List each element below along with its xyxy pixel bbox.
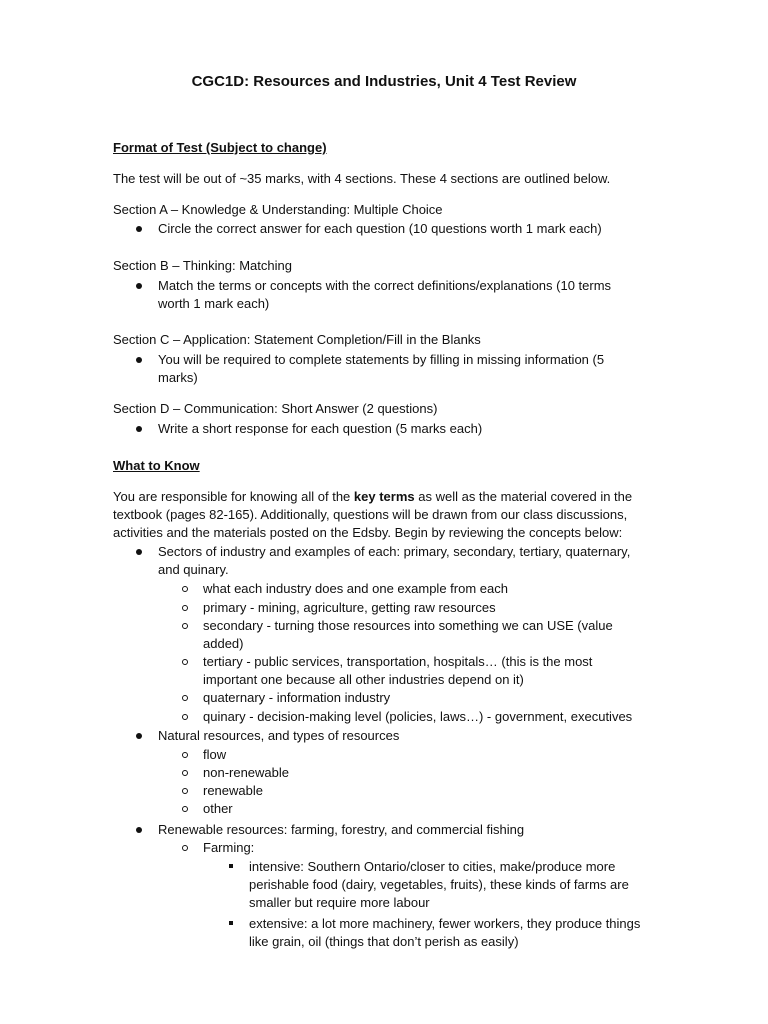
key-terms-emphasis: key terms	[353, 489, 415, 504]
natural-resources: Natural resources, and types of resources	[158, 728, 400, 743]
section-c-bullet-line1: You will be required to complete statements by filling in missing information (5	[158, 352, 605, 367]
format-heading: Format of Test (Subject to change)	[113, 140, 327, 155]
section-a-bullet: Circle the correct answer for each question (10 questions worth 1 mark each)	[158, 221, 602, 236]
know-para-line1-b: as well as the material covered in the	[414, 489, 633, 504]
farming-label: Farming:	[203, 840, 255, 855]
intensive-line2: perishable food (dairy, vegetables, fruits), these kinds of farms are	[249, 877, 629, 892]
sub-sub-bullet-square	[229, 864, 233, 868]
sector-item-4-line1: tertiary - public services, transportation, hospitals… (this is the most	[203, 654, 593, 669]
bullet-dot	[136, 283, 142, 289]
sub-bullet-circle	[182, 788, 188, 794]
intensive-line3: smaller but require more labour	[249, 895, 430, 910]
sub-bullet-circle	[182, 770, 188, 776]
bullet-dot	[136, 549, 142, 555]
bullet-dot	[136, 426, 142, 432]
know-para-line1	[113, 488, 632, 506]
sub-bullet-circle	[182, 605, 188, 611]
bullet-dot	[136, 827, 142, 833]
extensive-line1: extensive: a lot more machinery, fewer workers, they produce things	[249, 916, 641, 931]
extensive-line2: like grain, oil (things that don’t perish as easily)	[249, 934, 519, 949]
bullet-dot	[136, 226, 142, 232]
sub-bullet-circle	[182, 659, 188, 665]
section-b-label: Section B – Thinking: Matching	[113, 258, 292, 273]
natural-item-renewable: renewable	[203, 783, 263, 798]
know-para-line2: textbook (pages 82-165). Additionally, questions will be drawn from our class discussions,	[113, 507, 628, 522]
know-para-line3: activities and the materials posted on the Edsby. Begin by reviewing the concepts below:	[113, 525, 623, 540]
sub-sub-bullet-square	[229, 921, 233, 925]
section-a-label: Section A – Knowledge & Understanding: Multiple Choice	[113, 202, 443, 217]
sector-item-6: quinary - decision-making level (policies, laws…) - government, executives	[203, 709, 633, 724]
bullet-dot	[136, 733, 142, 739]
section-b-bullet-line1: Match the terms or concepts with the correct definitions/explanations (10 terms	[158, 278, 612, 293]
format-intro: The test will be out of ~35 marks, with 4 sections. These 4 sections are outlined below.	[113, 171, 611, 186]
know-heading: What to Know	[113, 458, 200, 473]
sub-bullet-circle	[182, 695, 188, 701]
intensive-line1: intensive: Southern Ontario/closer to cities, make/produce more	[249, 859, 616, 874]
sub-bullet-circle	[182, 714, 188, 720]
sub-bullet-circle	[182, 752, 188, 758]
section-d-label: Section D – Communication: Short Answer (2 questions)	[113, 401, 438, 416]
natural-item-non-renewable: non-renewable	[203, 765, 290, 780]
bullet-dot	[136, 357, 142, 363]
natural-item-other: other	[203, 801, 233, 816]
sector-item-3-line1: secondary - turning those resources into something we can USE (value	[203, 618, 613, 633]
section-c-bullet-line2: marks)	[158, 370, 198, 385]
sectors-line2: and quinary.	[158, 562, 229, 577]
page-title: CGC1D: Resources and Industries, Unit 4 Test Review	[191, 73, 577, 90]
section-d-bullet: Write a short response for each question (5 marks each)	[158, 421, 483, 436]
sub-bullet-circle	[182, 586, 188, 592]
sector-item-1: what each industry does and one example from each	[203, 581, 508, 596]
know-para-line1-a: You are responsible for knowing all of the	[113, 489, 354, 504]
sectors-line1: Sectors of industry and examples of each: primary, secondary, tertiary, quaternary,	[158, 544, 631, 559]
sub-bullet-circle	[182, 845, 188, 851]
sub-bullet-circle	[182, 623, 188, 629]
sector-item-2: primary - mining, agriculture, getting raw resources	[203, 600, 496, 615]
sector-item-4-line2: important one because all other industries depend on it)	[203, 672, 524, 687]
sub-bullet-circle	[182, 806, 188, 812]
sector-item-3-line2: added)	[203, 636, 244, 651]
sector-item-5: quaternary - information industry	[203, 690, 391, 705]
section-c-label: Section C – Application: Statement Completion/Fill in the Blanks	[113, 332, 481, 347]
section-b-bullet-line2: worth 1 mark each)	[158, 296, 270, 311]
natural-item-flow: flow	[203, 747, 227, 762]
renewable-resources: Renewable resources: farming, forestry, and commercial fishing	[158, 822, 525, 837]
